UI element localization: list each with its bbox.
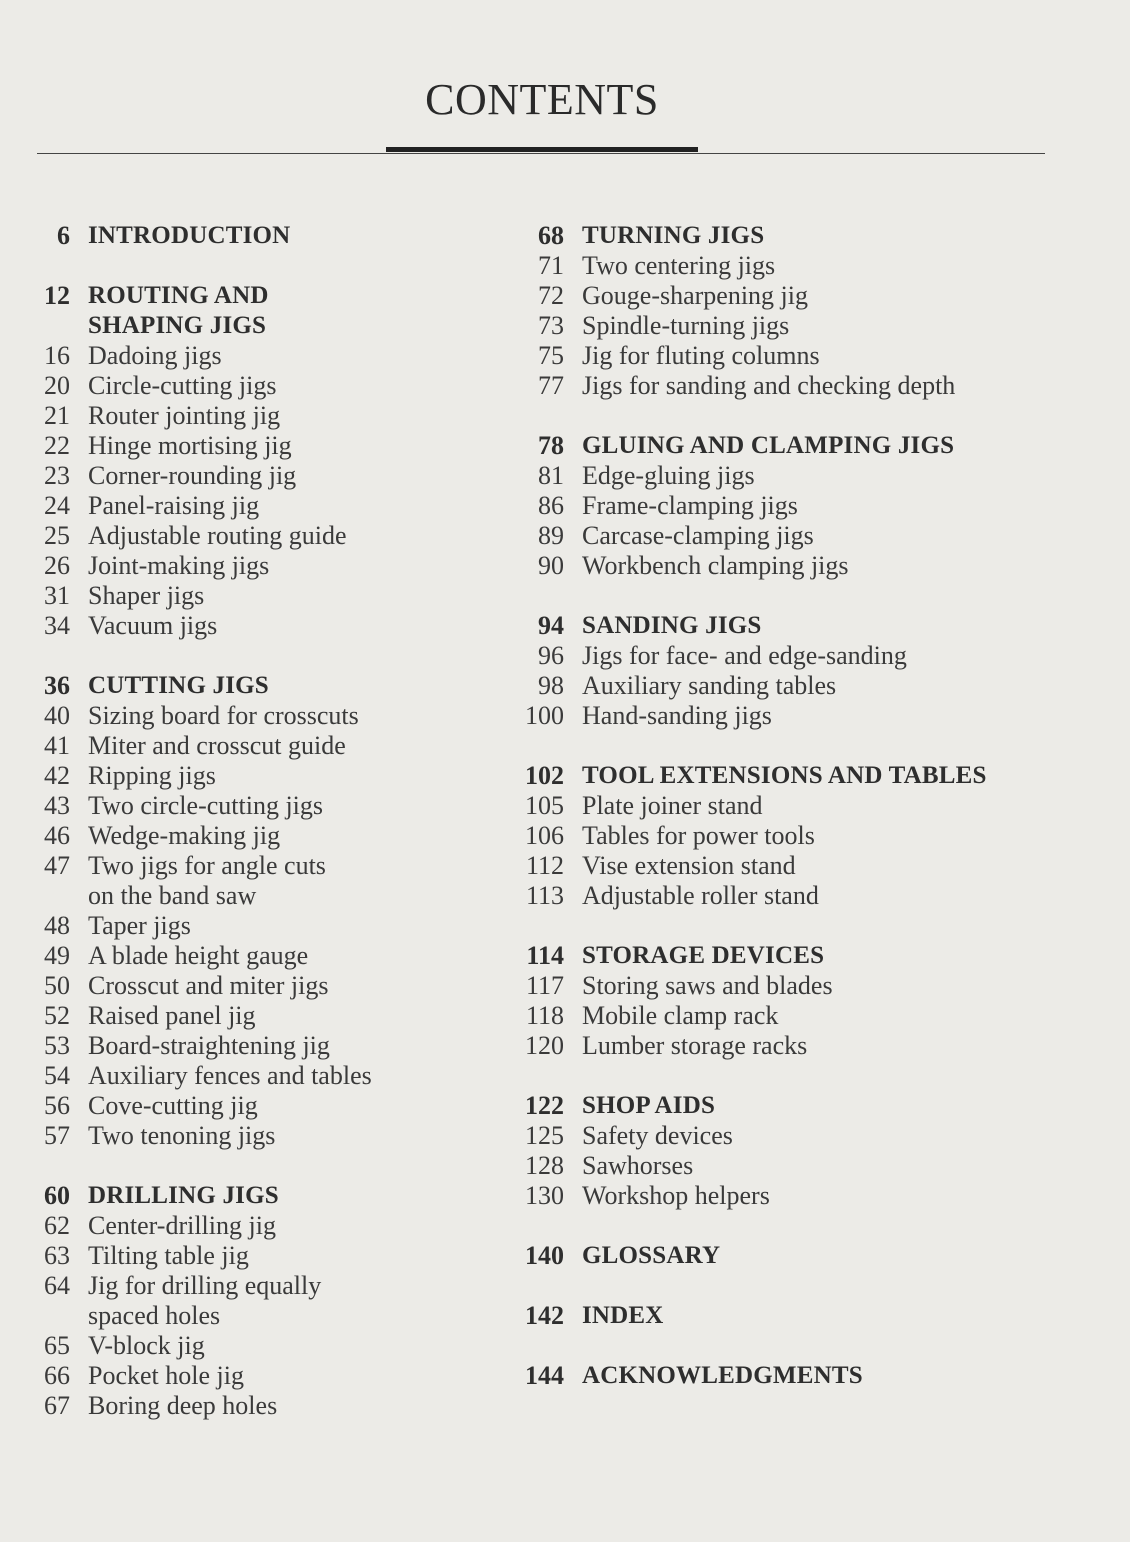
entry-title: Center-drilling jig	[88, 1211, 276, 1240]
entry-title: Sawhorses	[582, 1151, 694, 1180]
entry-page-number: 75	[538, 341, 564, 370]
section-heading	[518, 761, 1118, 791]
entry-title: Corner-rounding jig	[88, 461, 297, 490]
section-title: ACKNOWLEDGMENTS	[582, 1362, 863, 1389]
entry-page-number: 106	[525, 821, 564, 850]
entry-title: Pocket hole jig	[88, 1361, 244, 1390]
section-title: INDEX	[582, 1302, 664, 1329]
toc-entry	[30, 1331, 490, 1361]
section-heading	[518, 1361, 1118, 1391]
entry-title: Wedge-making jig	[88, 821, 281, 850]
toc-entry	[518, 701, 1118, 731]
page-title: CONTENTS	[425, 75, 659, 124]
toc-entry	[30, 581, 490, 611]
section-page-number: 6	[57, 221, 70, 250]
entry-page-number: 56	[44, 1091, 70, 1120]
entry-page-number: 117	[525, 971, 564, 1000]
toc-entry	[518, 881, 1118, 911]
entry-title: Carcase-clamping jigs	[582, 521, 814, 550]
entry-title: Auxiliary sanding tables	[582, 671, 837, 700]
toc-entry	[518, 671, 1118, 701]
entry-page-number: 73	[538, 311, 564, 340]
section-page-number: 102	[525, 761, 564, 790]
entry-title: Workshop helpers	[582, 1181, 770, 1210]
entry-title: Auxiliary fences and tables	[88, 1061, 372, 1090]
section-page-number: 12	[44, 281, 70, 310]
section-title: GLOSSARY	[582, 1242, 721, 1269]
toc-section	[30, 221, 490, 251]
entry-title: Taper jigs	[88, 911, 191, 940]
entry-title: Panel-raising jig	[88, 491, 260, 520]
right-column	[518, 221, 1118, 1421]
toc-entry	[30, 821, 490, 851]
toc-entry	[518, 641, 1118, 671]
entry-page-number: 31	[44, 581, 70, 610]
entry-page-number: 26	[44, 551, 70, 580]
entry-title: Shaper jigs	[88, 581, 205, 610]
section-title: ROUTING AND SHAPING JIGS	[88, 282, 269, 339]
entry-title: Two circle-cutting jigs	[88, 791, 324, 820]
entry-page-number: 128	[525, 1151, 564, 1180]
toc-entry	[30, 1121, 490, 1151]
entry-page-number: 21	[44, 401, 70, 430]
entry-title: Jig for fluting columns	[582, 341, 820, 370]
section-title: INTRODUCTION	[88, 222, 291, 249]
entry-title: Vise extension stand	[582, 851, 796, 880]
entry-page-number: 25	[44, 521, 70, 550]
toc-entry	[518, 1001, 1118, 1031]
toc-section	[30, 1181, 490, 1421]
entry-page-number: 49	[44, 941, 70, 970]
section-heading	[518, 1091, 1118, 1121]
toc-entry	[518, 521, 1118, 551]
section-title: TURNING JIGS	[582, 222, 765, 249]
entry-page-number: 57	[44, 1121, 70, 1150]
entry-title: Dadoing jigs	[88, 341, 222, 370]
entry-page-number: 34	[44, 611, 70, 640]
entry-title: Jig for drilling equally spaced holes	[88, 1271, 322, 1330]
section-title: GLUING AND CLAMPING JIGS	[582, 432, 955, 459]
section-title: DRILLING JIGS	[88, 1182, 279, 1209]
left-column	[30, 221, 490, 1451]
entry-page-number: 120	[525, 1031, 564, 1060]
entry-title: Miter and crosscut guide	[88, 731, 346, 760]
entry-page-number: 98	[538, 671, 564, 700]
entry-page-number: 67	[44, 1391, 70, 1420]
entry-page-number: 118	[525, 1001, 564, 1030]
entry-page-number: 125	[525, 1121, 564, 1150]
entry-title: Boring deep holes	[88, 1391, 278, 1420]
entry-title: Joint-making jigs	[88, 551, 270, 580]
toc-entry	[30, 341, 490, 371]
toc-entry	[518, 1031, 1118, 1061]
entry-page-number: 63	[44, 1241, 70, 1270]
toc-entry	[30, 491, 490, 521]
toc-section	[518, 1361, 1118, 1391]
entry-title: Gouge-sharpening jig	[582, 281, 809, 310]
toc-entry	[518, 851, 1118, 881]
entry-title: Plate joiner stand	[582, 791, 763, 820]
entry-page-number: 72	[538, 281, 564, 310]
toc-entry	[30, 731, 490, 761]
entry-title: Mobile clamp rack	[582, 1001, 779, 1030]
entry-title: Ripping jigs	[88, 761, 216, 790]
entry-page-number: 48	[44, 911, 70, 940]
entry-title: Safety devices	[582, 1121, 733, 1150]
toc-entry	[30, 941, 490, 971]
entry-title: Edge-gluing jigs	[582, 461, 755, 490]
entry-page-number: 43	[44, 791, 70, 820]
entry-page-number: 112	[525, 851, 564, 880]
toc-entry	[518, 1181, 1118, 1211]
section-page-number: 142	[525, 1301, 564, 1330]
entry-page-number: 23	[44, 461, 70, 490]
toc-entry	[518, 791, 1118, 821]
entry-title: Router jointing jig	[88, 401, 281, 430]
section-heading	[30, 281, 490, 341]
entry-page-number: 47	[44, 851, 70, 880]
section-title: SHOP AIDS	[582, 1092, 716, 1119]
entry-page-number: 113	[525, 881, 564, 910]
toc-section	[518, 941, 1118, 1061]
entry-title: Two centering jigs	[582, 251, 776, 280]
toc-entry	[518, 971, 1118, 1001]
entry-page-number: 66	[44, 1361, 70, 1390]
entry-title: Hand-sanding jigs	[582, 701, 772, 730]
entry-page-number: 53	[44, 1031, 70, 1060]
toc-entry	[518, 1121, 1118, 1151]
toc-entry	[30, 851, 490, 911]
section-page-number: 122	[525, 1091, 564, 1120]
entry-title: Frame-clamping jigs	[582, 491, 798, 520]
section-heading	[518, 221, 1118, 251]
toc-section	[518, 431, 1118, 581]
section-title: TOOL EXTENSIONS AND TABLES	[582, 762, 987, 789]
toc-entry	[30, 521, 490, 551]
title-rule	[37, 153, 1045, 154]
toc-section	[518, 611, 1118, 731]
entry-title: Spindle-turning jigs	[582, 311, 790, 340]
toc-entry	[30, 1091, 490, 1121]
toc-section	[518, 761, 1118, 911]
entry-page-number: 96	[538, 641, 564, 670]
toc-section	[518, 1301, 1118, 1331]
entry-title: Adjustable roller stand	[582, 881, 819, 910]
section-page-number: 94	[538, 611, 564, 640]
toc-entry	[518, 461, 1118, 491]
entry-title: Raised panel jig	[88, 1001, 256, 1030]
toc-section	[518, 1091, 1118, 1211]
section-page-number: 78	[538, 431, 564, 460]
section-heading	[30, 671, 490, 701]
entry-title: V-block jig	[88, 1331, 205, 1360]
toc-entry	[518, 251, 1118, 281]
section-page-number: 68	[538, 221, 564, 250]
toc-entry	[30, 551, 490, 581]
entry-title: Circle-cutting jigs	[88, 371, 277, 400]
entry-title: Cove-cutting jig	[88, 1091, 258, 1120]
toc-entry	[518, 491, 1118, 521]
entry-page-number: 86	[538, 491, 564, 520]
section-heading	[518, 941, 1118, 971]
entry-page-number: 81	[538, 461, 564, 490]
entry-page-number: 41	[44, 731, 70, 760]
entry-page-number: 46	[44, 821, 70, 850]
entry-page-number: 24	[44, 491, 70, 520]
section-heading	[518, 1241, 1118, 1271]
entry-title: Workbench clamping jigs	[582, 551, 849, 580]
entry-page-number: 77	[538, 371, 564, 400]
entry-title: Jigs for sanding and checking depth	[582, 371, 956, 400]
entry-page-number: 54	[44, 1061, 70, 1090]
toc-entry	[30, 431, 490, 461]
entry-page-number: 62	[44, 1211, 70, 1240]
entry-page-number: 130	[525, 1181, 564, 1210]
toc-entry	[518, 281, 1118, 311]
toc-entry	[30, 371, 490, 401]
entry-page-number: 42	[44, 761, 70, 790]
entry-title: Sizing board for crosscuts	[88, 701, 359, 730]
entry-page-number: 105	[525, 791, 564, 820]
toc-entry	[518, 1151, 1118, 1181]
toc-entry	[30, 791, 490, 821]
section-title: SANDING JIGS	[582, 612, 762, 639]
entry-page-number: 100	[525, 701, 564, 730]
toc-entry	[30, 1361, 490, 1391]
toc-section	[30, 671, 490, 1151]
entry-page-number: 40	[44, 701, 70, 730]
toc-entry	[518, 371, 1118, 401]
toc-entry	[30, 911, 490, 941]
entry-page-number: 52	[44, 1001, 70, 1030]
entry-title: Storing saws and blades	[582, 971, 833, 1000]
entry-page-number: 22	[44, 431, 70, 460]
entry-title: Jigs for face- and edge-sanding	[582, 641, 907, 670]
section-title: CUTTING JIGS	[88, 672, 269, 699]
entry-page-number: 16	[44, 341, 70, 370]
toc-entry	[30, 401, 490, 431]
toc-entry	[30, 1061, 490, 1091]
toc-entry	[518, 341, 1118, 371]
toc-section	[518, 1241, 1118, 1271]
section-heading	[30, 1181, 490, 1211]
section-heading	[518, 431, 1118, 461]
section-heading	[518, 611, 1118, 641]
toc-entry	[30, 611, 490, 641]
entry-title: Hinge mortising jig	[88, 431, 292, 460]
section-page-number: 36	[44, 671, 70, 700]
toc-entry	[30, 1271, 490, 1331]
toc-entry	[30, 701, 490, 731]
toc-entry	[30, 1211, 490, 1241]
entry-page-number: 65	[44, 1331, 70, 1360]
toc-entry	[30, 1241, 490, 1271]
toc-entry	[518, 551, 1118, 581]
toc-entry	[30, 1031, 490, 1061]
entry-title: Crosscut and miter jigs	[88, 971, 329, 1000]
toc-entry	[30, 761, 490, 791]
toc-entry	[518, 821, 1118, 851]
section-page-number: 140	[525, 1241, 564, 1270]
toc-section	[30, 281, 490, 641]
entry-title: Two tenoning jigs	[88, 1121, 276, 1150]
toc-entry	[30, 1391, 490, 1421]
entry-title: Tilting table jig	[88, 1241, 249, 1270]
entry-page-number: 90	[538, 551, 564, 580]
toc-entry	[30, 1001, 490, 1031]
toc-entry	[30, 461, 490, 491]
title-rule-accent	[386, 147, 698, 152]
entry-page-number: 71	[538, 251, 564, 280]
entry-title: Vacuum jigs	[88, 611, 218, 640]
section-page-number: 60	[44, 1181, 70, 1210]
entry-title: A blade height gauge	[88, 941, 309, 970]
entry-title: Adjustable routing guide	[88, 521, 347, 550]
entry-title: Lumber storage racks	[582, 1031, 808, 1060]
section-heading	[30, 221, 490, 251]
toc-entry	[518, 311, 1118, 341]
section-page-number: 144	[525, 1361, 564, 1390]
entry-page-number: 50	[44, 971, 70, 1000]
section-page-number: 114	[526, 941, 564, 970]
entry-title: Tables for power tools	[582, 821, 815, 850]
toc-entry	[30, 971, 490, 1001]
entry-title: Two jigs for angle cuts on the band saw	[88, 851, 326, 910]
entry-page-number: 20	[44, 371, 70, 400]
toc-section	[518, 221, 1118, 401]
section-title: STORAGE DEVICES	[582, 942, 825, 969]
section-heading	[518, 1301, 1118, 1331]
entry-page-number: 89	[538, 521, 564, 550]
entry-title: Board-straightening jig	[88, 1031, 330, 1060]
entry-page-number: 64	[44, 1271, 70, 1300]
